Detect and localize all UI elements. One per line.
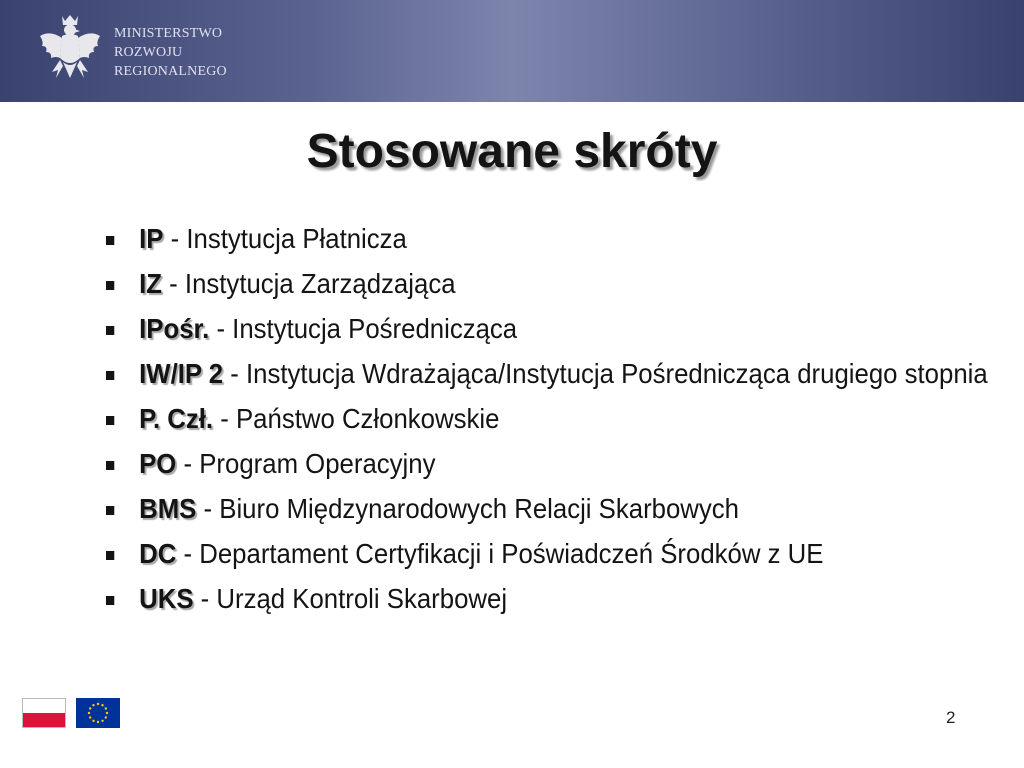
abbreviation: P. Czł. <box>139 403 214 434</box>
list-item <box>106 267 995 300</box>
abbreviation: UKS <box>139 583 194 614</box>
abbreviation: BMS <box>139 493 197 524</box>
bullet-icon <box>106 371 114 380</box>
bullet-icon <box>106 236 114 245</box>
eu-star-icon <box>106 712 108 714</box>
abbreviation-description: - Departament Certyfikacji i Poświadczeń Środków z UE <box>183 538 824 569</box>
list-item <box>106 222 995 255</box>
eagle-emblem-icon <box>36 12 104 88</box>
page-number: 2 <box>946 708 956 727</box>
abbreviation-description: - Instytucja Płatnicza <box>170 223 407 254</box>
slide-title: Stosowane skróty <box>306 125 718 178</box>
bullet-icon <box>106 416 114 425</box>
eu-star-icon <box>97 703 99 705</box>
bullet-icon <box>106 506 114 515</box>
eu-star-icon <box>89 707 91 709</box>
abbreviation-description: - Instytucja Zarządzająca <box>169 268 456 299</box>
eu-star-icon <box>105 716 107 718</box>
abbreviation-description: - Urząd Kontroli Skarbowej <box>200 583 508 614</box>
list-item <box>106 402 995 435</box>
eu-star-icon <box>97 721 99 723</box>
ministry-name <box>114 24 227 81</box>
abbreviation: IW/IP 2 <box>139 358 224 389</box>
abbreviation: IPośr. <box>139 313 210 344</box>
bullet-icon <box>106 326 114 335</box>
abbreviation-description: - Instytucja Pośrednicząca <box>216 313 518 344</box>
list-item <box>106 312 995 345</box>
abbreviation-list <box>106 222 988 627</box>
list-item <box>106 447 995 480</box>
poland-flag-icon <box>22 698 66 728</box>
list-item <box>106 582 995 615</box>
header-banner <box>0 0 1024 102</box>
bullet-icon <box>106 551 114 560</box>
bullet-icon <box>106 461 114 470</box>
eu-star-icon <box>101 720 103 722</box>
abbreviation-description: - Państwo Członkowskie <box>220 403 500 434</box>
eu-star-icon <box>89 716 91 718</box>
eu-star-icon <box>101 704 103 706</box>
abbreviation: IZ <box>139 268 163 299</box>
ministry-line-1: MINISTERSTWO <box>114 26 223 41</box>
abbreviation-description: - Program Operacyjny <box>183 448 436 479</box>
eu-flag-icon <box>76 698 120 728</box>
abbreviation: DC <box>139 538 177 569</box>
list-item <box>106 492 995 525</box>
eu-star-icon <box>105 707 107 709</box>
bullet-icon <box>106 596 114 605</box>
list-item <box>106 537 995 570</box>
eu-star-icon <box>88 712 90 714</box>
eu-star-icon <box>92 720 94 722</box>
ministry-line-2: ROZWOJU <box>114 45 183 60</box>
abbreviation: PO <box>139 448 177 479</box>
abbreviation: IP <box>139 223 164 254</box>
eu-star-icon <box>92 704 94 706</box>
ministry-line-3: REGIONALNEGO <box>114 64 227 79</box>
bullet-icon <box>106 281 114 290</box>
list-item <box>106 357 995 390</box>
abbreviation-description: - Biuro Międzynarodowych Relacji Skarbowych <box>203 493 739 524</box>
abbreviation-description: - Instytucja Wdrażająca/Instytucja Pośrednicząca drugiego stopnia <box>230 358 988 389</box>
